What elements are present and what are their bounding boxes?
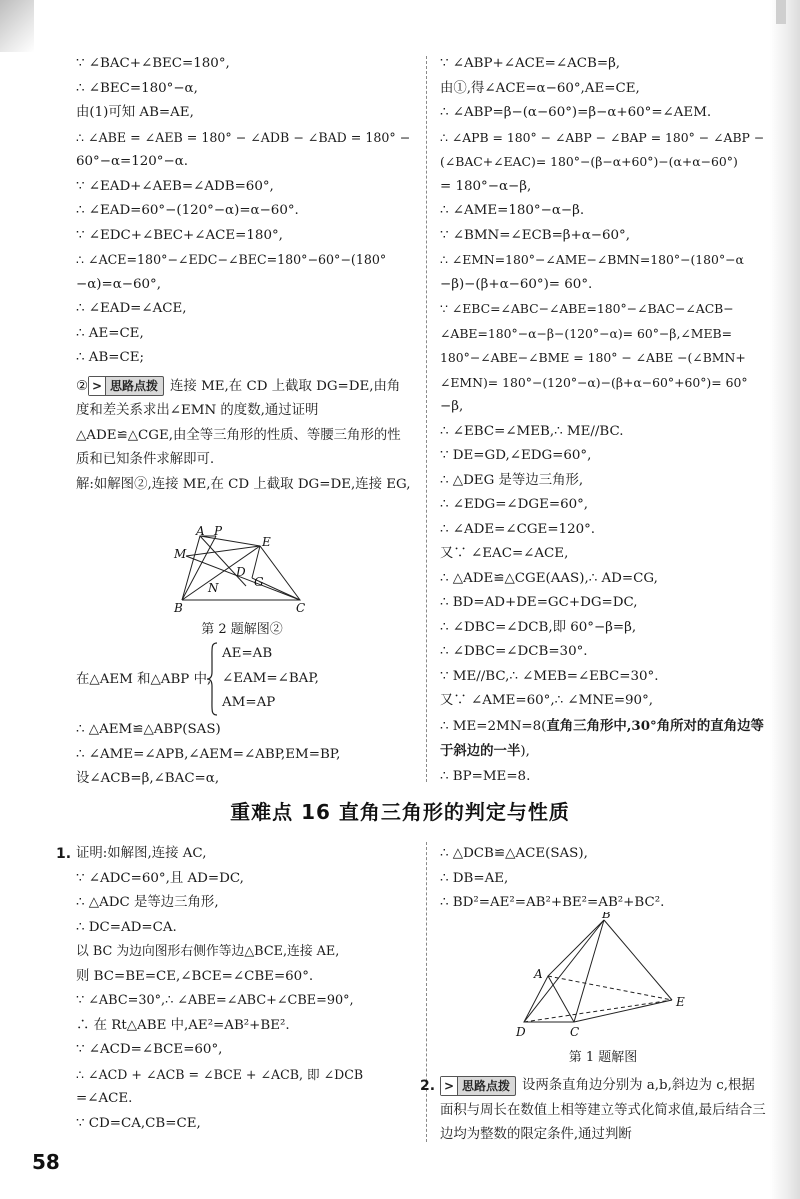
part-marker: ②: [76, 378, 89, 394]
figure-2-diagram: [172, 526, 312, 614]
question-number-2: 2.: [420, 1078, 436, 1094]
text-line: ∴ ∠EDG=∠DGE=60°,: [440, 497, 589, 512]
tip-label: 思路点拨: [462, 1078, 511, 1093]
text-line: 由①,得∠ACE=α−60°,AE=CE,: [440, 80, 640, 96]
text-line: ∴ ∠ACE=180°−∠EDC−∠BEC=180°−60°−(180°: [76, 252, 387, 267]
column-divider-upper: [426, 56, 427, 782]
hint-text: 连接 ME,在 CD 上截取 DG=DE,由角度和差关系求出∠EMN 的度数,通过证明△ADE≌△CGE,由全等三角形的性质、等腰三角形的性质和已知条件求解即可.: [76, 378, 401, 467]
text-line: ∵ ∠EBC=∠ABC−∠ABE=180°−∠BAC−∠ACB−: [440, 301, 734, 316]
text-line: ∴ △ADC 是等边三角形,: [76, 895, 219, 910]
text-line: ∵ ∠ADC=60°,且 AD=DC,: [76, 870, 244, 886]
text-line: ∴ ∠EBC=∠MEB,∴ ME//BC.: [440, 423, 624, 439]
left-column-brace: [76, 642, 412, 792]
system-item: AE=AB: [222, 646, 273, 661]
text-line: (∠BAC+∠EAC)= 180°−(β−α+60°)−(α+α−60°): [440, 154, 738, 169]
text-line: 60°−α=120°−α.: [76, 154, 188, 169]
label-E: E: [676, 995, 685, 1009]
tip-label: 思路点拨: [110, 379, 159, 393]
text-line: ∴ ∠AME=∠APB,∠AEM=∠ABP,EM=BP,: [76, 746, 341, 762]
text-line: ∴ 在 Rt△ABE 中,AE²=AB²+BE².: [76, 1017, 290, 1033]
text-line: ∴ ∠EAD=60°−(120°−α)=α−60°.: [76, 203, 299, 218]
text-line: ∵ ∠ACD=∠BCE=60°,: [76, 1042, 223, 1057]
q2-text: [440, 1074, 768, 1148]
text-line: ∴ ∠DBC=∠DCB,即 60°−β=β,: [440, 619, 637, 635]
left-brace-icon: [206, 642, 218, 716]
text-line: ∵ ∠BAC+∠BEC=180°,: [76, 56, 230, 71]
text-line: ∵ ∠EAD+∠AEB=∠ADB=60°,: [76, 178, 274, 194]
label-C: C: [570, 1025, 580, 1039]
tip-badge: [88, 376, 164, 396]
question-number-1: 1.: [56, 846, 72, 862]
text-line: =∠ACE.: [76, 1091, 133, 1106]
text-line: −β)−(β+α−60°)= 60°.: [440, 276, 593, 292]
text-line: ∴ ∠ABP=β−(α−60°)=β−α+60°=∠AEM.: [440, 105, 712, 120]
theorem-note: 直角三角形中,30°角所对的直角边等于斜边的一半: [440, 717, 764, 759]
page-top-mark: [776, 0, 786, 24]
label-D: D: [516, 1025, 526, 1039]
q2-hint: 设两条直角边分别为 a,b,斜边为 c,根据面积与周长在数值上相等建立等式化简求值,最后结合三边均为整数的限定条件,通过判断: [440, 1078, 766, 1142]
chevron-right-icon: >: [89, 377, 106, 395]
label-M: M: [174, 547, 187, 561]
figure-2-caption: 第 2 题解图②: [201, 622, 283, 637]
text-line: ∴ DB=AE,: [440, 870, 509, 886]
text-line: ∵ DE=GD,∠EDG=60°,: [440, 448, 592, 463]
text-line: ∵ ∠ABP+∠ACE=∠ACB=β,: [440, 56, 621, 71]
page-corner-shadow: [0, 0, 34, 52]
label-A: A: [196, 526, 205, 538]
column-divider-lower: [426, 842, 427, 1142]
solution-text: 解:如解图②,连接 ME,在 CD 上截取 DG=DE,连接 EG,: [76, 476, 411, 492]
page-edge-shadow: [770, 0, 800, 1199]
text-line: 由(1)可知 AB=AE,: [76, 105, 194, 120]
q2-paragraph: [440, 1074, 768, 1148]
text-line: ∴ ∠EAD=∠ACE,: [76, 301, 187, 316]
text-line: ∴ ∠ADE=∠CGE=120°.: [440, 521, 596, 537]
system-label: 在△AEM 和△ABP 中,: [76, 672, 212, 687]
label-C: C: [296, 601, 306, 614]
left-column-upper: [76, 52, 412, 497]
label-A: A: [534, 967, 543, 981]
text-line: 设∠ACB=β,∠BAC=α,: [76, 771, 220, 786]
figure-1-diagram: [508, 912, 698, 1042]
text-line: 证明:如解图,连接 AC,: [76, 846, 207, 861]
text-line: ∠EMN)= 180°−(120°−α)−(β+α−60°+60°)= 60°: [440, 374, 748, 390]
text-line: [440, 714, 770, 765]
q1-right-column: [440, 842, 770, 916]
text-line: = 180°−α−β,: [440, 178, 532, 194]
text-line: ∴ △ADE≌△CGE(AAS),∴ AD=CG,: [440, 570, 658, 586]
text-line: ∴ ∠BEC=180°−α,: [76, 80, 198, 96]
text-line: ∴ BD²=AE²=AB²+BE²=AB²+BC².: [440, 895, 665, 910]
text-line: ∴ DC=AD=CA.: [76, 919, 177, 935]
text-line: ∴ △DEG 是等边三角形,: [440, 472, 584, 488]
text-line: 又∵ ∠AME=60°,∴ ∠MNE=90°,: [440, 693, 654, 708]
text-line: ∴ △AEM≌△ABP(SAS): [76, 722, 221, 737]
tip-badge: [440, 1076, 516, 1096]
label-D: D: [236, 565, 246, 579]
label-B: B: [602, 912, 611, 921]
text-line: ∴ BD=AD+DE=GC+DG=DC,: [440, 595, 638, 610]
figure-1: [508, 912, 698, 1065]
text-line: ∴ ∠DBC=∠DCB=30°.: [440, 644, 588, 659]
text-line: ∴ AB=CE;: [76, 350, 145, 365]
system-items: [222, 642, 319, 716]
label-P: P: [214, 526, 223, 538]
text-line: ∵ ∠BMN=∠ECB=β+α−60°,: [440, 227, 630, 243]
text-line: −α)=α−60°,: [76, 276, 161, 292]
label-N: N: [208, 581, 219, 595]
text-line: ∴ ∠ABE = ∠AEB = 180° − ∠ADB − ∠BAD = 180° −: [76, 129, 411, 145]
system-item: AM=AP: [222, 695, 276, 710]
text-line: 以 BC 为边向图形右侧作等边△BCE,连接 AE,: [76, 944, 340, 959]
text-line: ∴ BP=ME=8.: [440, 768, 531, 784]
text-line: ∴ ∠EMN=180°−∠AME−∠BMN=180°−(180°−α: [440, 252, 744, 267]
figure-2: [172, 526, 312, 638]
theorem-suffix: ),: [520, 744, 530, 759]
text-line: ∠ABE=180°−α−β−(120°−α)= 60°−β,∠MEB=: [440, 325, 733, 341]
right-column-upper: [440, 52, 770, 789]
text-line: ∵ CD=CA,CB=CE,: [76, 1115, 201, 1131]
label-G: G: [254, 575, 264, 589]
text-line: 180°−∠ABE−∠BME = 180° − ∠ABE −(∠BMN+: [440, 350, 746, 365]
text-line: −β,: [440, 399, 464, 414]
hint-paragraph: [76, 375, 412, 473]
text-line: ∵ ∠ABC=30°,∴ ∠ABE=∠ABC+∠CBE=90°,: [76, 993, 354, 1008]
text-line: ∴ ∠APB = 180° − ∠ABP − ∠BAP = 180° − ∠ABP −: [440, 129, 765, 145]
page-number: 58: [32, 1150, 60, 1174]
text-line: ∴ ∠ACD + ∠ACB = ∠BCE + ∠ACB, 即 ∠DCB: [76, 1066, 364, 1082]
figure-1-caption: 第 1 题解图: [568, 1050, 638, 1065]
theorem-prefix: ∴ ME=2MN=8(: [440, 718, 547, 734]
chevron-right-icon: >: [441, 1077, 458, 1095]
text-line: ∴ △DCB≌△ACE(SAS),: [440, 846, 588, 861]
section-title: 重难点 16 直角三角形的判定与性质: [230, 800, 570, 824]
label-B: B: [174, 601, 183, 614]
label-E: E: [262, 535, 271, 549]
text-line: ∵ ∠EDC+∠BEC+∠ACE=180°,: [76, 227, 283, 243]
system-item: ∠EAM=∠BAP,: [222, 670, 319, 686]
text-line: ∴ AE=CE,: [76, 325, 144, 341]
equation-system: [76, 642, 412, 718]
q1-left-column: [76, 842, 412, 1136]
text-line: ∴ ∠AME=180°−α−β.: [440, 203, 585, 218]
text-line: ∵ ME//BC,∴ ∠MEB=∠EBC=30°.: [440, 668, 659, 684]
text-line: 则 BC=BE=CE,∠BCE=∠CBE=60°.: [76, 968, 314, 984]
text-line: 又∵ ∠EAC=∠ACE,: [440, 546, 569, 561]
